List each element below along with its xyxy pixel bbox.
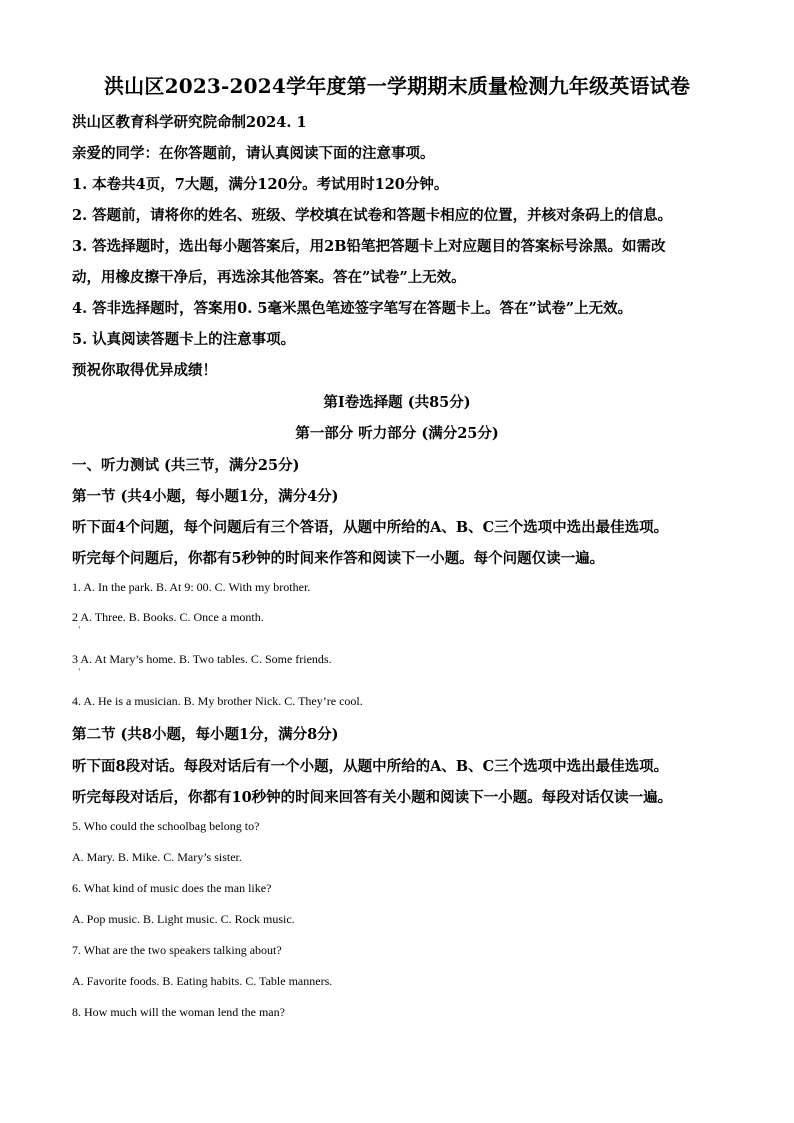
part-heading: 第一部分 听力部分 (满分25分) <box>295 425 499 442</box>
sub2-instruction-1: 听下面8段对话。每段对话后有一个小题，从题中所给的A、B、C三个选项中选出最佳选项。 <box>72 758 669 775</box>
question-7-options: A. Favorite foods. B. Eating habits. C. Table manners. <box>72 974 333 988</box>
question-1: 1. A. In the park. B. At 9: 00. C. With my brother. <box>72 580 311 594</box>
note-3: 3. 答选择题时，选出每小题答案后，用2B铅笔把答题卡上对应题目的答案标号涂黑。如需改 <box>72 238 666 255</box>
note-1: 1. 本卷共4页，7大题，满分120分。考试用时120分钟。 <box>72 176 449 193</box>
stray-mark: ' <box>78 626 81 636</box>
greeting: 亲爱的同学：在你答题前，请认真阅读下面的注意事项。 <box>72 145 435 162</box>
section-heading: 一、听力测试 (共三节，满分25分) <box>72 457 300 474</box>
sub1-instruction-1: 听下面4个问题，每个问题后有三个答语，从题中所给的A、B、C三个选项中选出最佳选项。 <box>72 519 669 536</box>
stray-mark: ' <box>78 668 81 678</box>
question-3: 3 A. At Mary’s home. B. Two tables. C. Some friends. <box>72 652 332 666</box>
note-5: 5. 认真阅读答题卡上的注意事项。 <box>72 331 296 348</box>
question-5-options: A. Mary. B. Mike. C. Mary’s sister. <box>72 850 242 864</box>
question-6-options: A. Pop music. B. Light music. C. Rock music. <box>72 912 295 926</box>
question-4: 4. A. He is a musician. B. My brother Nick. C. They’re cool. <box>72 694 363 708</box>
question-7: 7. What are the two speakers talking about? <box>72 943 282 957</box>
sub2-instruction-2: 听完每段对话后，你都有10秒钟的时间来回答有关小题和阅读下一小题。每段对话仅读一遍。 <box>72 789 673 806</box>
question-2: 2 A. Three. B. Books. C. Once a month. <box>72 610 264 624</box>
note-4: 4. 答非选择题时，答案用0. 5毫米黑色笔迹签字笔写在答题卡上。答在”试卷”上无效。 <box>72 300 633 317</box>
question-6: 6. What kind of music does the man like? <box>72 881 272 895</box>
sub2-heading: 第二节 (共8小题，每小题1分，满分8分) <box>72 726 339 743</box>
wish-line: 预祝你取得优异成绩！ <box>72 362 217 379</box>
question-5: 5. Who could the schoolbag belong to? <box>72 819 260 833</box>
sub1-heading: 第一节 (共4小题，每小题1分，满分4分) <box>72 488 339 505</box>
note-3-continued: 动，用橡皮擦干净后，再选涂其他答案。答在”试卷”上无效。 <box>72 269 466 286</box>
exam-title: 洪山区2023-2024学年度第一学期期末质量检测九年级英语试卷 <box>103 74 691 98</box>
question-8: 8. How much will the woman lend the man? <box>72 1005 285 1019</box>
sub1-instruction-2: 听完每个问题后，你都有5秒钟的时间来作答和阅读下一小题。每个问题仅读一遍。 <box>72 550 605 567</box>
volume-heading: 第I卷选择题 (共85分) <box>323 394 471 411</box>
author-line: 洪山区教育科学研究院命制2024. 1 <box>72 114 307 131</box>
note-2: 2. 答题前，请将你的姓名、班级、学校填在试卷和答题卡相应的位置，并核对条码上的信息。 <box>72 207 673 224</box>
